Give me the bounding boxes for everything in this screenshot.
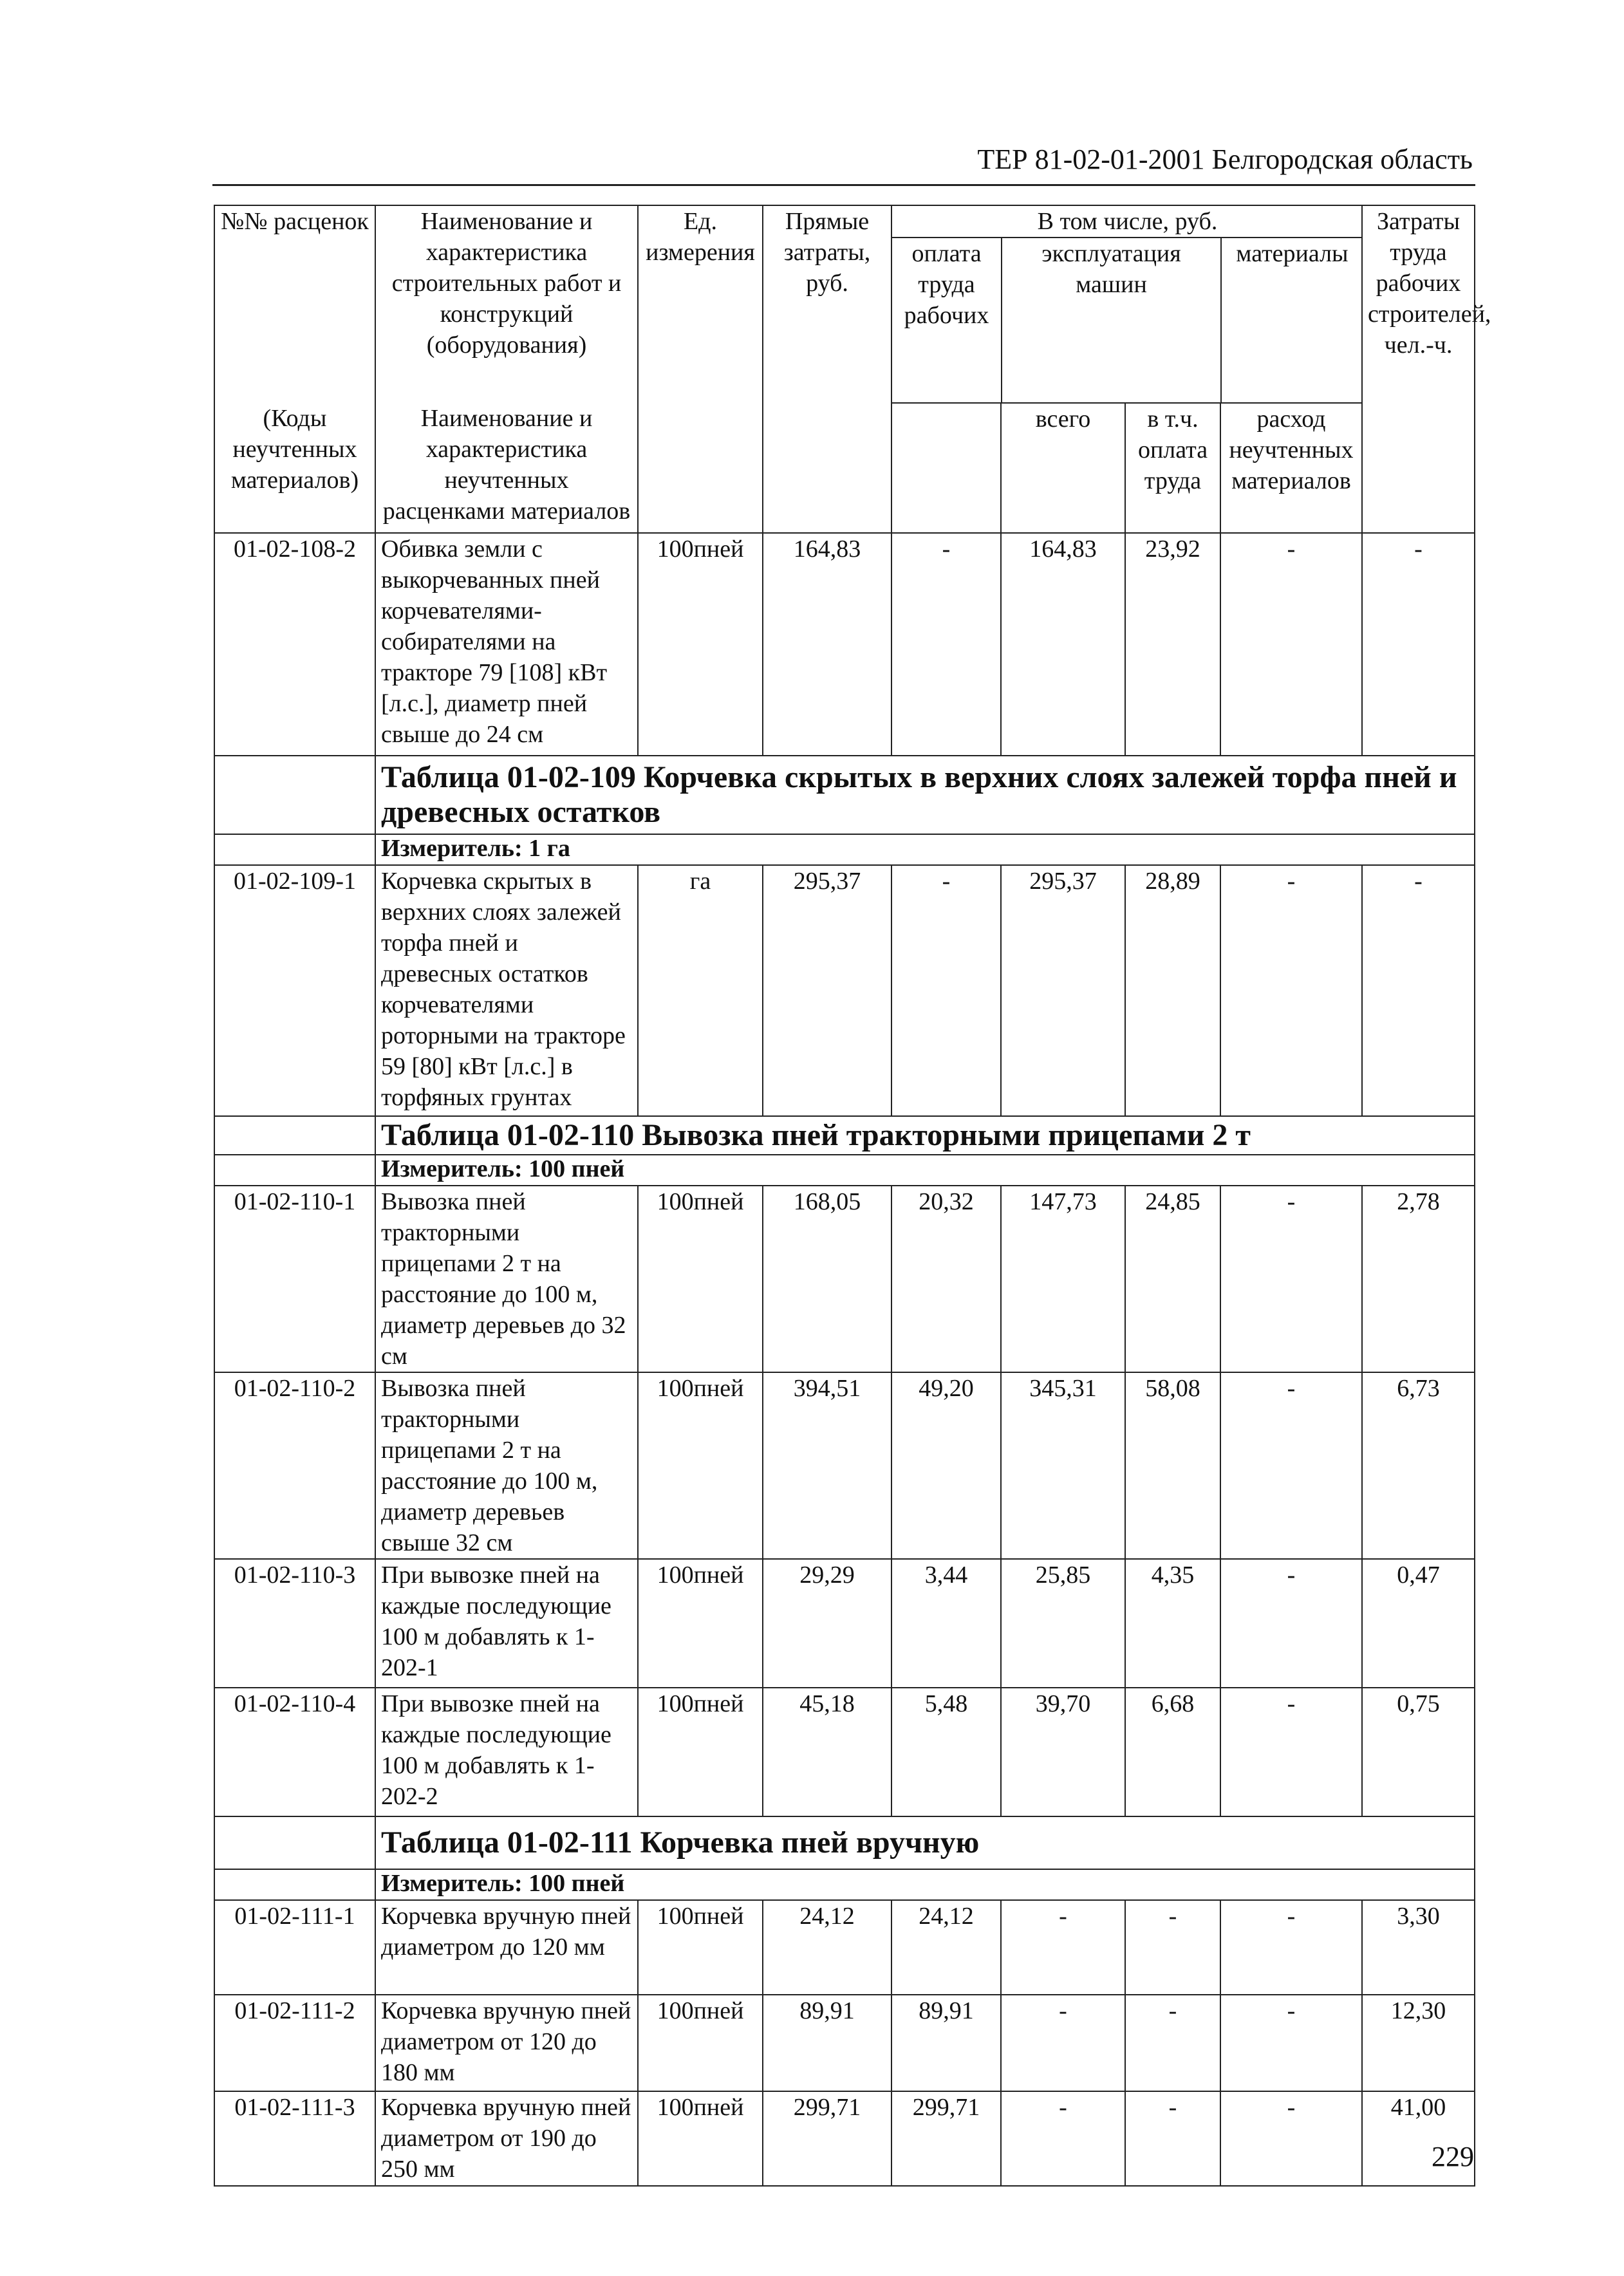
rate-unit: 100пней [638,1186,763,1372]
rate-name: Обивка земли с выкорчеванных пней корчевателями-собирателями на тракторе 79 [108] кВт [л.с.], диаметр пней свыше до 24 см [375,533,638,756]
rate-materials: - [1220,2091,1362,2186]
col-header-name-sub: Наименование и характеристика неучтенных расценками материалов [375,403,638,533]
rate-name: При вывозке пней на каждые последующие 100 м добавлять к 1-202-2 [375,1688,638,1816]
rate-labor-cost: 0,47 [1362,1559,1475,1688]
rate-name: Корчевка вручную пней диаметром до 120 мм [375,1900,638,1995]
rate-machines-labor: - [1125,1995,1220,2091]
rate-labor-pay: 299,71 [891,2091,1001,2186]
rate-materials: - [1220,1995,1362,2091]
rate-unit: 100пней [638,1559,763,1688]
rate-materials: - [1220,1688,1362,1816]
rate-direct-cost: 89,91 [763,1995,891,2091]
rate-labor-cost: 12,30 [1362,1995,1475,2091]
rate-labor-pay: - [891,865,1001,1116]
rate-materials: - [1220,1186,1362,1372]
rate-direct-cost: 45,18 [763,1688,891,1816]
rate-machines-labor: 28,89 [1125,865,1220,1116]
rate-code: 01-02-111-2 [214,1995,375,2091]
rate-labor-cost: 3,30 [1362,1900,1475,1995]
col-header-incl: В том числе, руб. [892,206,1363,238]
rate-unit: га [638,865,763,1116]
rate-machines-total: 164,83 [1001,533,1125,756]
col-header-name: Наименование и характеристика строительных работ и конструкций (оборудования) [375,205,638,403]
rate-labor-cost: 0,75 [1362,1688,1475,1816]
section-title: Таблица 01-02-109 Корчевка скрытых в верхних слоях залежей торфа пней и древесных остатков [375,756,1475,834]
col-header-materials-sub: расход неучтенных материалов [1220,403,1362,533]
table-row [214,1688,1475,1816]
section-measure: Измеритель: 100 пней [375,1155,1475,1186]
rate-name: Корчевка вручную пней диаметром от 190 до 250 мм [375,2091,638,2186]
rate-machines-total: 25,85 [1001,1559,1125,1688]
rate-machines-labor: 23,92 [1125,533,1220,756]
rate-unit: 100пней [638,533,763,756]
rate-direct-cost: 295,37 [763,865,891,1116]
table-row [214,1900,1475,1995]
table-row [214,1559,1475,1688]
page-number: 229 [1432,2141,1474,2172]
rate-code: 01-02-109-1 [214,865,375,1116]
col-header-unit: Ед. измерения [638,205,763,533]
col-header-code: №№ расценок [214,205,375,403]
rate-unit: 100пней [638,2091,763,2186]
rate-unit: 100пней [638,1688,763,1816]
rate-name: Вывозка пней тракторными прицепами 2 т на расстояние до 100 м, диаметр деревьев свыше 32 см [375,1372,638,1559]
price-table [214,205,1491,2187]
rate-code: 01-02-110-1 [214,1186,375,1372]
rate-name: При вывозке пней на каждые последующие 100 м добавлять к 1-202-1 [375,1559,638,1688]
rate-labor-pay: 49,20 [891,1372,1001,1559]
rate-code: 01-02-108-2 [214,533,375,756]
col-header-code-sub: (Коды неучтенных материалов) [214,403,375,533]
rate-machines-total: 295,37 [1001,865,1125,1116]
rate-labor-pay: 5,48 [891,1688,1001,1816]
table-row [214,533,1475,756]
rate-machines-labor: - [1125,1900,1220,1995]
rate-name: Вывозка пней тракторными прицепами 2 т на расстояние до 100 м, диаметр деревьев до 32 см [375,1186,638,1372]
document-header: ТЕР 81-02-01-2001 Белгородская область [977,144,1473,175]
rate-code: 01-02-110-2 [214,1372,375,1559]
table-row [214,865,1475,1116]
col-header-machines-total: всего [1001,403,1125,533]
rate-labor-pay: 89,91 [891,1995,1001,2091]
rate-labor-pay: - [891,533,1001,756]
rate-machines-total: 39,70 [1001,1688,1125,1816]
rate-labor-cost: - [1362,533,1475,756]
rate-machines-labor: 58,08 [1125,1372,1220,1559]
rate-machines-total: - [1001,1900,1125,1995]
rate-labor-pay: 24,12 [891,1900,1001,1995]
rate-materials: - [1220,865,1362,1116]
col-header-labor-pay: оплата труда рабочих [892,238,1002,402]
table-row [214,1186,1475,1372]
rate-direct-cost: 168,05 [763,1186,891,1372]
rate-machines-total: 147,73 [1001,1186,1125,1372]
rate-machines-labor: - [1125,2091,1220,2186]
rate-direct-cost: 164,83 [763,533,891,756]
rate-machines-total: 345,31 [1001,1372,1125,1559]
col-header-machines-labor: в т.ч. оплата труда [1125,403,1220,533]
section-measure: Измеритель: 100 пней [375,1869,1475,1900]
header-rule [212,184,1475,186]
section-title: Таблица 01-02-111 Корчевка пней вручную [375,1816,1475,1869]
rate-direct-cost: 299,71 [763,2091,891,2186]
rate-name: Корчевка вручную пней диаметром от 120 до 180 мм [375,1995,638,2091]
table-row [214,1995,1475,2091]
rate-code: 01-02-110-4 [214,1688,375,1816]
rate-labor-cost: 6,73 [1362,1372,1475,1559]
rate-direct-cost: 24,12 [763,1900,891,1995]
section-title: Таблица 01-02-110 Вывозка пней тракторными прицепами 2 т [375,1116,1475,1155]
rate-name: Корчевка скрытых в верхних слоях залежей торфа пней и древесных остатков корчевателями роторными на тракторе 59 [80] кВт [л.с.] в торфяных грунтах [375,865,638,1116]
rate-labor-pay: 3,44 [891,1559,1001,1688]
rate-unit: 100пней [638,1995,763,2091]
col-header-machines: эксплуатация машин [1002,238,1221,402]
rate-materials: - [1220,533,1362,756]
rate-machines-labor: 6,68 [1125,1688,1220,1816]
table-row [214,2091,1475,2186]
rate-direct-cost: 29,29 [763,1559,891,1688]
rate-unit: 100пней [638,1372,763,1559]
section-measure: Измеритель: 1 га [375,834,1475,865]
rate-machines-labor: 4,35 [1125,1559,1220,1688]
col-header-labor-cost: Затраты труда рабочих строителей, чел.-ч. [1362,205,1475,533]
rate-labor-pay: 20,32 [891,1186,1001,1372]
rate-unit: 100пней [638,1900,763,1995]
rate-materials: - [1220,1559,1362,1688]
rate-direct-cost: 394,51 [763,1372,891,1559]
rate-machines-labor: 24,85 [1125,1186,1220,1372]
rate-materials: - [1220,1900,1362,1995]
rate-labor-cost: 2,78 [1362,1186,1475,1372]
rate-code: 01-02-111-3 [214,2091,375,2186]
rate-materials: - [1220,1372,1362,1559]
col-header-materials: материалы [1236,240,1349,267]
rate-labor-cost: 41,00 [1362,2091,1475,2186]
col-header-direct: Прямые затраты, руб. [763,205,891,533]
rate-code: 01-02-111-1 [214,1900,375,1995]
rate-machines-total: - [1001,2091,1125,2186]
rate-code: 01-02-110-3 [214,1559,375,1688]
rate-machines-total: - [1001,1995,1125,2091]
rate-labor-cost: - [1362,865,1475,1116]
table-row [214,1372,1475,1559]
